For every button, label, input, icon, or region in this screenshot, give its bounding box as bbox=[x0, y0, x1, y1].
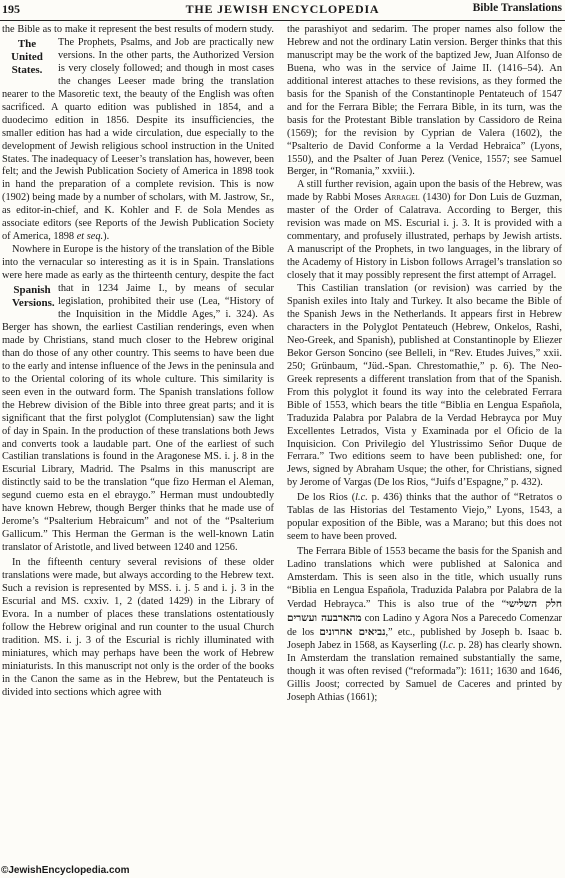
paragraph-text: the Bible as to make it represent the best results of modern study. The Prophets, Psalms, and Job bbox=[2, 24, 274, 48]
paragraph-text: ,” etc., published by Joseph b. Isaac b. Joseph Jabez in 1568, as Kayserling ( bbox=[287, 626, 562, 651]
page-header bbox=[0, 0, 565, 21]
paragraph-text: p. 28) has clearly shown. In Amsterdam the translation remained substantially the same, though it was often revised (“reformada”): 1611; 1630 and 1646, Gillis Joost; corrected by Samuel de Caceres and printed by Joseph Athias (1661); bbox=[287, 639, 562, 703]
paragraph-text: (1430) for Don Luis de Guzman, master of the Order of Calatrava. According to Berger, this revision was made on MS. Escurial i. j. 3. It is provided with a commentary, and profusely illustrated, perhaps by Jewish artists. A manuscript of the Prophets, in two languages, in the library of the Academy of History in Lisbon follows Arragel’s translation so closely that it may possibly represent the first attempt of Arragel. bbox=[287, 192, 562, 282]
italic-text: l.c. bbox=[442, 639, 456, 651]
section-title: Bible Translations bbox=[472, 2, 562, 14]
italic-text: et seq. bbox=[76, 231, 104, 243]
paragraph-fifteenth-century: In the fifteenth century several revisions of these older translations were made, but always according to the Hebrew text. Such a revision is represented by MSS. i. j. 5 and i. j. 3 in the Escurial and MS. cxxiv. 1, 2 (dated 1429) in the Library of Evora. In a number of places these translations ostentatiously follow the Hebrew original and run counter to the usual Church tradition. MS. i. j. 3 of the Escurial is richly illuminated with miniatures, which may perhaps have been the work of Hebrew miniaturists. In this manuscript not only is the order of the books in the Canon the same as in the Hebrew, but the Pentateuch is divided into sections which agree with bbox=[2, 557, 274, 698]
paragraph-text: The Ferrara Bible of 1553 became the basis for the Spanish and Ladino translations which were published at Salonica and Amsterdam. This is seen also in the title, which usually runs “Biblia en Lengua Española, Traduzida Palabra por Palabra de la Verdad Hebrayca.” This is also true of the “ bbox=[287, 546, 562, 610]
paragraph-spain bbox=[2, 244, 274, 555]
name-arragel: Arragel bbox=[384, 192, 420, 204]
paragraph-text: p. 436) thinks that the author of “Retratos o Tablas de las Historias del Testamento Viejo,” Lyons, 1543, a popular exposition of the Bible, was a Marano; but this does not seem to have been proved. bbox=[287, 492, 562, 543]
copyright-link[interactable]: ©JewishEncyclopedia.com bbox=[1, 865, 130, 876]
paragraph-text: ). bbox=[103, 231, 110, 243]
hebrew-text: חלק השלישי מהארבעה ועשרים bbox=[287, 597, 562, 624]
italic-text: l.c. bbox=[355, 492, 368, 504]
paragraph-text: Nowhere in Europe is the history of the translation of the Bible into the vernacular so interesting as it is in Spain. Translations were here made as early as the thirteenth century, despite the fact that bbox=[2, 244, 274, 295]
paragraph-text: A still further revision, again upon the basis of the Hebrew, was made by Rabbi Moses bbox=[287, 179, 562, 204]
sidenote-spanish-versions: Spanish Versions. bbox=[12, 284, 55, 310]
left-column bbox=[2, 24, 274, 866]
right-column bbox=[287, 24, 562, 866]
paragraph-castilian-translation: This Castilian translation (or revision) was carried by the Spanish exiles into Italy and Turkey. It also became the Bible of the Spanish Jews in the Netherlands. It appears first in Hebrew characters in the Polyglot Pentateuch (Hebrew, Onkelos, Rashi, Neo-Greek, and Spanish), published at Constantinople by Eliezer Bekor Gerson Soncino (see Belleli, in “Rev. Etudes Juives,” xxii. 250; Grünbaum, “Jüd.-Span. Chrestomathie,” p. 6). The Neo-Greek represents a different translation from that of the Spanish. From this polyglot it found its way into the celebrated Ferrara Bible of 1553, which bears the title “Biblia en Lengua Española, Traduzida Palabra por Palabra de la Verdad Hebrayca por Muy Excellentes Letrados, Vista y Examinada por el Oficio de la Inquisicion. Con Privilegio del Ylustrissimo Señor Duque de Ferrara.” Two editions seem to have been published: one, for Jews, signed by Abraham Usque; the other, for Christians, signed by Jerome of Vargas (De los Rios, “Juifs d’Espagne,” p. 432). bbox=[287, 283, 562, 489]
paragraph-text: con Ladino y Agora Nos a Parecedo Comenzar de los bbox=[287, 612, 562, 638]
paragraph-arragel bbox=[287, 179, 562, 283]
hebrew-text: נביאים אחרונים bbox=[319, 625, 386, 638]
paragraph-de-los-rios bbox=[287, 492, 562, 544]
paragraph-text: are practically new versions. In the other parts, the Authorized Version is very closely followed; and though in most cases the changes Leeser made bring the translation nearer to the Masoretic text, the beauty of the English was often sacrificed. A quarto edition was published in 1854, and a duodecimo edition in 1856. Despite its insufficiencies, the smaller edition has had a wide circulation, due especially to the development of Jewish religious school instruction in the United States. The inadequacy of Leeser’s translation has, however, been felt; and the Jewish Publication Society of America in 1898 took in hand the preparation of a complete revision. This is now (1902) being made by a number of scholars, with M. Jastrow, Sr., as editor-in-chief, and K. Kohler and F. de Sola Mendes as associate editors (see Reports of the Jewish Publication Society of America, 1898 bbox=[2, 36, 274, 243]
running-title: THE JEWISH ENCYCLOPEDIA bbox=[185, 2, 380, 16]
paragraph-text: in 1234 Jaime I., by means of secular legislation, prohibited their use (Lea, “History of the Inquisition in the Middle Ages,” i. 324). As Berger has shown, the earliest Castilian renderings, even when made by Christians, stand much closer to the Hebrew original than do those of any other country. This seems to have been due to the early and intense influence of the Jews in the peninsula and to the Oriental coloring of its whole culture. This similarity is seen even in the outward form. The Spanish translations follow the Hebrew division of the Bible into three great parts; and it is significant that the first polyglot (Complutensian) saw the light of day in Spain. In the production of these translations both Jews and converts took a laudable part. One of the earliest of such Castilian translations is found in the Aragonese MS. i. j. 8 in the Escurial Library, Madrid. The Psalms in this manuscript are distinctly said to be the translation “que fizo Herman el Aleman, segund cuemo esta en el ebraygo.” Herman must undoubtedly have known Hebrew, though Berger thinks that he made use of Jerome’s “Psalterium Hebraicum” and not of the “Psalterium Gallicum.” This Herman the German is the well-known Latin translator of Aristotle, and lived between 1240 and 1256. bbox=[2, 283, 274, 554]
paragraph-parashiyot: the parashiyot and sedarim. The proper names also follow the Hebrew and not the ordinary Latin version. Berger thinks that this manuscript may be the work of the baptized Jew, Juan Alfonso de Buena, who was in the service of Jaime II. (1416–54). An additional interest attaches to these revisions, as they formed the basis for the Spanish of the Constantinople Pentateuch of 1547 and for the Ferrara Bible; the Ferrara Bible, in its turn, was the basis for the Protestant Bible translation by Cassidoro de Reina (1569); for the revision by Cyprian de Valera (1602), the “Psalterio de David Conforme a la Verdad Hebraica” (Lyons, 1550), and the Psalter of Juan Perez (Venice, 1557; see Samuel Berger, in “Romania,” xxviii.). bbox=[287, 24, 562, 178]
paragraph-united-states bbox=[2, 24, 274, 244]
page-number: 195 bbox=[2, 2, 20, 16]
sidenote-united-states: The United States. bbox=[11, 37, 43, 76]
paragraph-ferrara-bible bbox=[287, 546, 562, 704]
paragraph-text: De los Rios ( bbox=[297, 492, 356, 504]
